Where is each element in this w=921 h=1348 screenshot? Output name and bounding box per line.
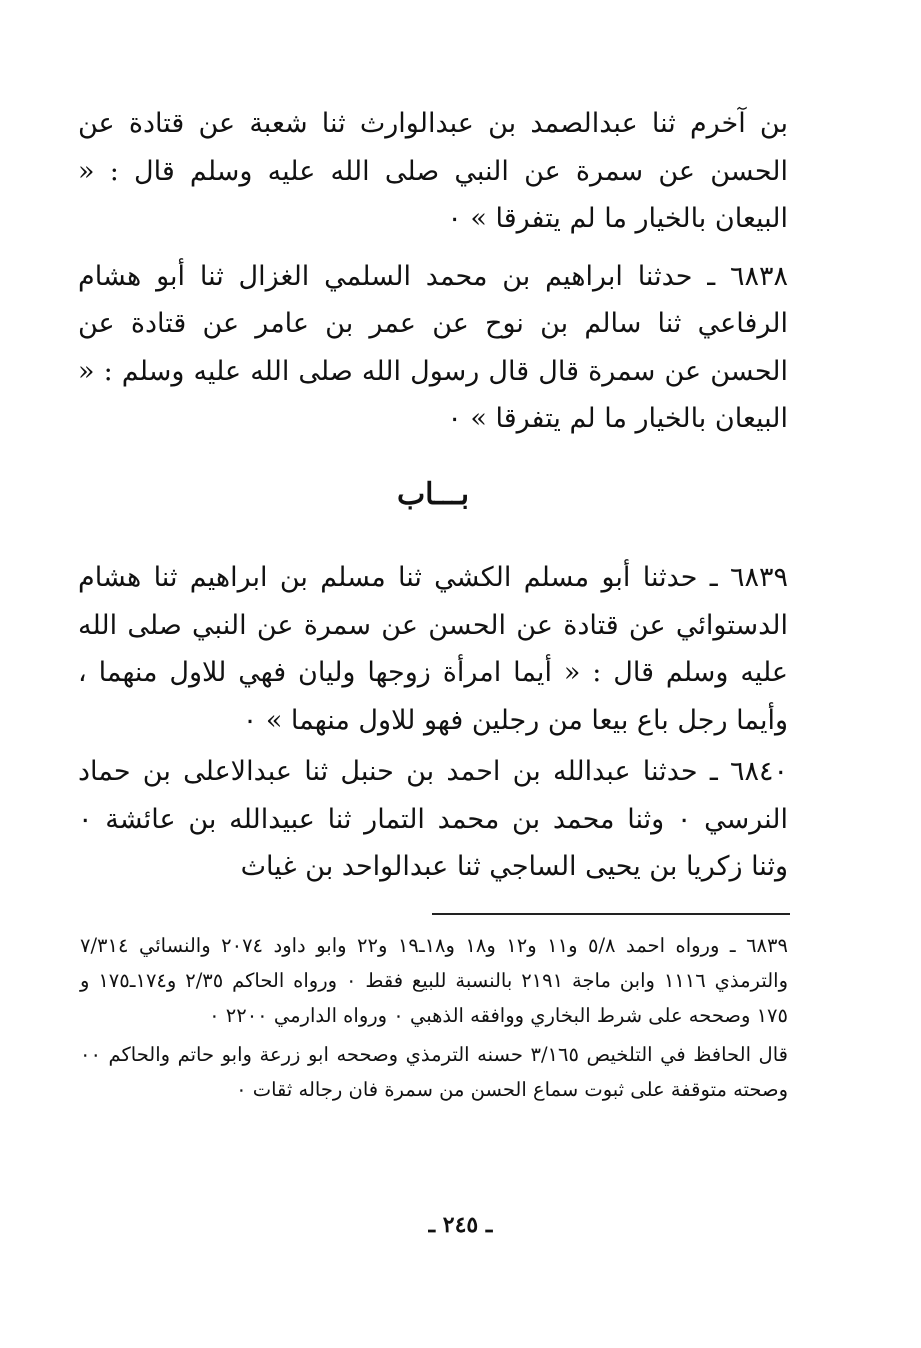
footnote-6839: ٦٨٣٩ ـ ورواه احمد ٥/٨ و١١ و١٢ و١٨ و١٨ـ١٩ و٢٢ وابو داود ٢٠٧٤ والنسائي ٧/٣١٤ والترمذي ١١١٦ وابن ماجة ٢١٩١ بالنسبة للبيع فقط ٠ ورواه الحاكم ٢/٣٥ و١٧٤ـ١٧٥ و ١٧٥ وصححه على شرط البخاري ووافقه الذهبي ٠ ورواه الدارمي ٢٢٠٠ ٠ (80, 934, 788, 1027)
hadith-paragraph-6838: ٦٨٣٨ ـ حدثنا ابراهيم بن محمد السلمي الغزال ثنا أبو هشام الرفاعي ثنا سالم بن نوح عن عمر بن عامر عن قتادة عن الحسن عن سمرة قال قال رسول الله صلى الله عليه وسلم : « البيعان بالخيار ما لم يتفرقا » ٠ (78, 260, 788, 434)
main-text (78, 100, 788, 891)
chapter-title: بـــاب (396, 476, 470, 512)
hadith-paragraph-6840: ٦٨٤٠ ـ حدثنا عبدالله بن احمد بن حنبل ثنا عبدالاعلى بن حماد النرسي ٠ وثنا محمد بن محمد التمار ثنا عبيدالله بن عائشة ٠ وثنا زكريا بن يحيى الساجي ثنا عبدالواحد بن غياث (78, 756, 788, 882)
footnotes (80, 928, 788, 1107)
footnote-hafiz-note: قال الحافظ في التلخيص ٣/١٦٥ حسنه الترمذي وصححه ابو زرعة وابو حاتم والحاكم ٠٠ وصحته متوقفة على ثبوت سماع الحسن من سمرة فان رجاله ثقات ٠ (80, 1043, 788, 1101)
hadith-paragraph-6839: ٦٨٣٩ ـ حدثنا أبو مسلم الكشي ثنا مسلم بن ابراهيم ثنا هشام الدستوائي عن قتادة عن الحسن عن سمرة عن النبي صلى الله عليه وسلم قال : « أيما امرأة زوجها وليان فهي للاول منهما ، وأيما رجل باع بيعا من رجلين فهو للاول منهما » ٠ (78, 562, 788, 736)
page-number: ـ ٢٤٥ ـ (428, 1212, 493, 1238)
hadith-paragraph-continued: بن آخرم ثنا عبدالصمد بن عبدالوارث ثنا شعبة عن قتادة عن الحسن عن سمرة عن النبي صلى الله عليه وسلم قال : « البيعان بالخيار ما لم يتفرقا » ٠ (78, 108, 788, 234)
footnote-divider (432, 913, 790, 915)
